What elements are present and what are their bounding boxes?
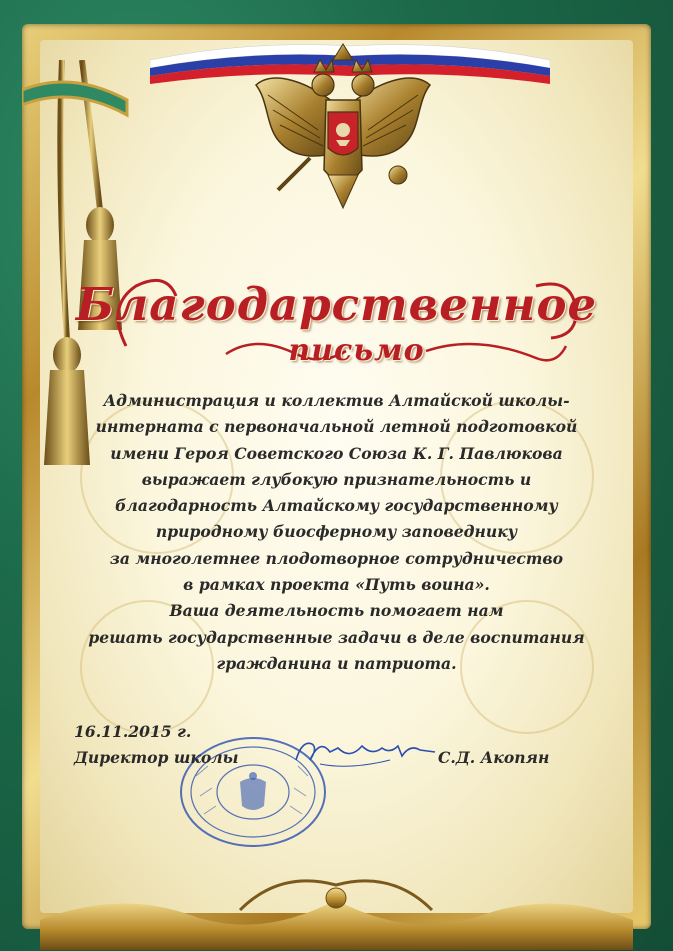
body-line: благодарность Алтайскому государственному — [115, 496, 558, 516]
document-subtitle: письмо — [288, 333, 425, 368]
body-line: решать государственные задачи в деле воспитания — [88, 627, 585, 647]
body-line: интерната с первоначальной летной подготовкой — [95, 417, 578, 437]
signer-name: С.Д. Акопян — [438, 748, 550, 767]
document-title: Благодарственное — [75, 278, 598, 331]
body-line: гражданина и патриота. — [216, 653, 457, 673]
body-line: за многолетнее плодотворное сотрудничество — [109, 548, 564, 568]
letter-body — [60, 388, 613, 677]
coat-of-arms-icon — [248, 40, 438, 215]
body-line: Администрация и коллектив Алтайской школы- — [103, 391, 570, 410]
signer-position: Директор школы — [74, 748, 239, 767]
date-text: 16.11.2015 г. — [74, 722, 192, 741]
handwritten-signature — [290, 730, 440, 775]
bottom-ornament — [40, 830, 633, 950]
body-line: выражает глубокую признательность и — [141, 469, 532, 489]
body-line: природному биосферному заповеднику — [155, 522, 518, 542]
body-line: Ваша деятельность помогает нам — [169, 601, 504, 621]
body-line: имени Героя Советского Союза К. Г. Павлюкова — [110, 443, 563, 463]
body-line: в рамках проекта «Путь воина». — [183, 575, 490, 595]
